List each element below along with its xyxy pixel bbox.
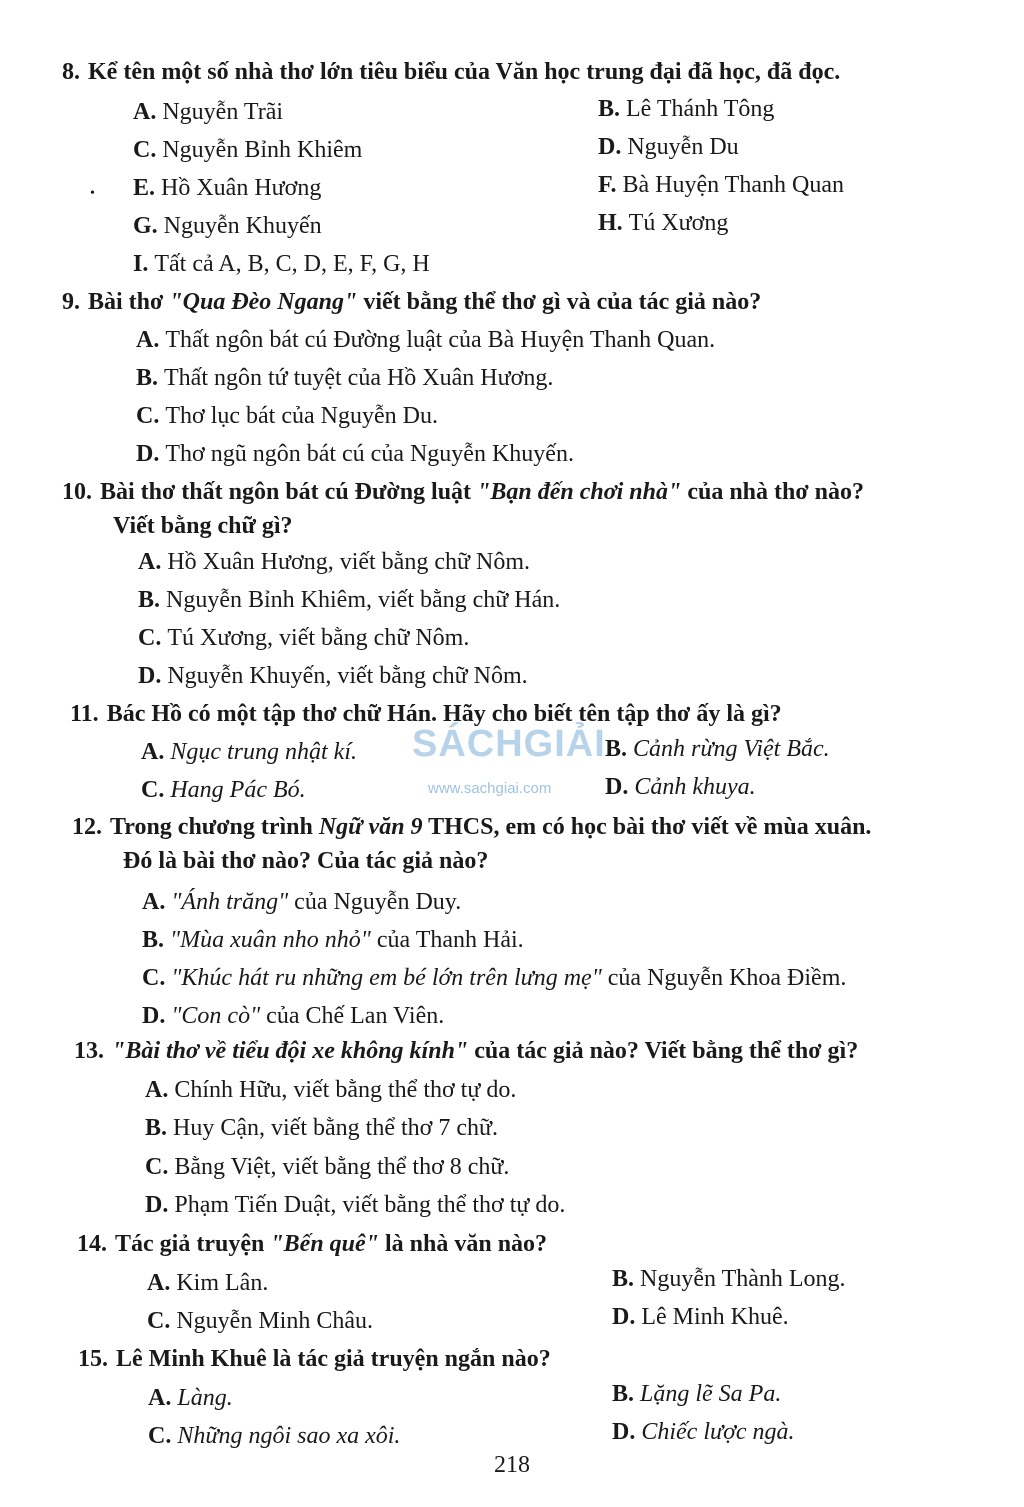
watermark-logo: SÁCHGIẢI (412, 723, 606, 765)
story-title: "Bến quê" (270, 1231, 379, 1257)
question-number: 13. (74, 1038, 104, 1064)
question-13: 13. "Bài thơ về tiểu đội xe không kính" của tác giả nào? Viết bằng thể thơ gì? (74, 1034, 1016, 1068)
option: A. Chính Hữu, viết bằng thể thơ tự do. (145, 1077, 517, 1103)
option: B. "Mùa xuân nho nhỏ" của Thanh Hải. (142, 927, 524, 953)
option: D. Nguyễn Khuyến, viết bằng chữ Nôm. (138, 663, 528, 689)
option: A. Hồ Xuân Hương, viết bằng chữ Nôm. (138, 549, 530, 575)
option: D. Thơ ngũ ngôn bát cú của Nguyễn Khuyến. (136, 441, 574, 467)
question-12: 12. Trong chương trình Ngữ văn 9 THCS, em có học bài thơ viết về mùa xuân. Đó là bài thơ nào? Của tác giả nào? (72, 810, 1016, 878)
question-number: 14. (77, 1231, 107, 1257)
option: C. Tú Xương, viết bằng chữ Nôm. (138, 625, 470, 651)
option: B. Lê Thánh Tông (598, 96, 775, 122)
question-8 (62, 55, 1016, 89)
option: C. Những ngôi sao xa xôi. (148, 1423, 401, 1449)
question-9: 9. Bài thơ "Qua Đèo Ngang" viết bằng thể thơ gì và của tác giả nào? (62, 285, 1016, 319)
option: D. Nguyễn Du (598, 134, 739, 160)
question-10: 10. Bài thơ thất ngôn bát cú Đường luật "Bạn đến chơi nhà" của nhà thơ nào? Viết bằng chữ gì? (62, 475, 1016, 543)
option: B. Huy Cận, viết bằng thể thơ 7 chữ. (145, 1115, 498, 1141)
question-15 (78, 1342, 1016, 1376)
watermark (408, 723, 618, 813)
question-continuation: Đó là bài thơ nào? Của tác giả nào? (123, 848, 489, 874)
question-continuation: Viết bằng chữ gì? (113, 513, 293, 539)
option: D. Cảnh khuya. (605, 774, 756, 800)
option: C. "Khúc hát ru những em bé lớn trên lưng mẹ" của Nguyễn Khoa Điềm. (142, 965, 847, 991)
option: A. Làng. (148, 1385, 233, 1411)
option: F. Bà Huyện Thanh Quan (598, 172, 844, 198)
option: A. Ngục trung nhật kí. (141, 739, 357, 765)
option: C. Bằng Việt, viết bằng thể thơ 8 chữ. (145, 1154, 510, 1180)
question-number: 10. (62, 479, 92, 505)
question-14: 14. Tác giả truyện "Bến quê" là nhà văn nào? (77, 1227, 1016, 1261)
poem-title: "Bài thơ về tiểu đội xe không kính" (112, 1038, 469, 1064)
option: B. Cảnh rừng Việt Bắc. (605, 736, 830, 762)
option: C. Thơ lục bát của Nguyễn Du. (136, 403, 438, 429)
question-number: 12. (72, 814, 102, 840)
question-number: 8. (62, 59, 80, 85)
poem-title: "Qua Đèo Ngang" (169, 289, 358, 315)
option: E. Hồ Xuân Hương (133, 175, 322, 201)
question-text: Bác Hồ có một tập thơ chữ Hán. Hãy cho biết tên tập thơ ấy là gì? (106, 701, 782, 727)
question-11 (70, 697, 1016, 731)
option: C. Nguyễn Minh Châu. (147, 1308, 373, 1334)
book-title: Ngữ văn 9 (318, 814, 423, 840)
option: A. Thất ngôn bát cú Đường luật của Bà Huyện Thanh Quan. (136, 327, 716, 353)
option: A. "Ánh trăng" của Nguyễn Duy. (142, 889, 462, 915)
option: D. "Con cò" của Chế Lan Viên. (142, 1003, 445, 1029)
page-number: 218 (494, 1452, 530, 1478)
option: D. Phạm Tiến Duật, viết bằng thể thơ tự do. (145, 1192, 566, 1218)
option: B. Nguyễn Thành Long. (612, 1266, 846, 1292)
watermark-url: www.sachgiai.com (428, 780, 552, 797)
stray-dot: • (90, 186, 95, 201)
poem-title: "Bạn đến chơi nhà" (477, 479, 682, 505)
option: H. Tú Xương (598, 210, 729, 236)
option: G. Nguyễn Khuyến (133, 213, 322, 239)
option: A. Kim Lân. (147, 1270, 269, 1296)
question-number: 11. (70, 701, 99, 727)
question-text: Lê Minh Khuê là tác giả truyện ngắn nào? (116, 1346, 551, 1372)
question-number: 9. (62, 289, 80, 315)
option: D. Chiếc lược ngà. (612, 1419, 795, 1445)
option: I. Tất cả A, B, C, D, E, F, G, H (133, 251, 430, 277)
option: B. Nguyễn Bỉnh Khiêm, viết bằng chữ Hán. (138, 587, 561, 613)
question-text: Kể tên một số nhà thơ lớn tiêu biểu của Văn học trung đại đã học, đã đọc. (88, 59, 841, 85)
option: D. Lê Minh Khuê. (612, 1304, 789, 1330)
option: C. Nguyễn Bỉnh Khiêm (133, 137, 363, 163)
option: A. Nguyễn Trãi (133, 99, 284, 125)
question-number: 15. (78, 1346, 108, 1372)
option: B. Thất ngôn tứ tuyệt của Hồ Xuân Hương. (136, 365, 554, 391)
option: B. Lặng lẽ Sa Pa. (612, 1381, 782, 1407)
option: C. Hang Pác Bó. (141, 777, 306, 803)
